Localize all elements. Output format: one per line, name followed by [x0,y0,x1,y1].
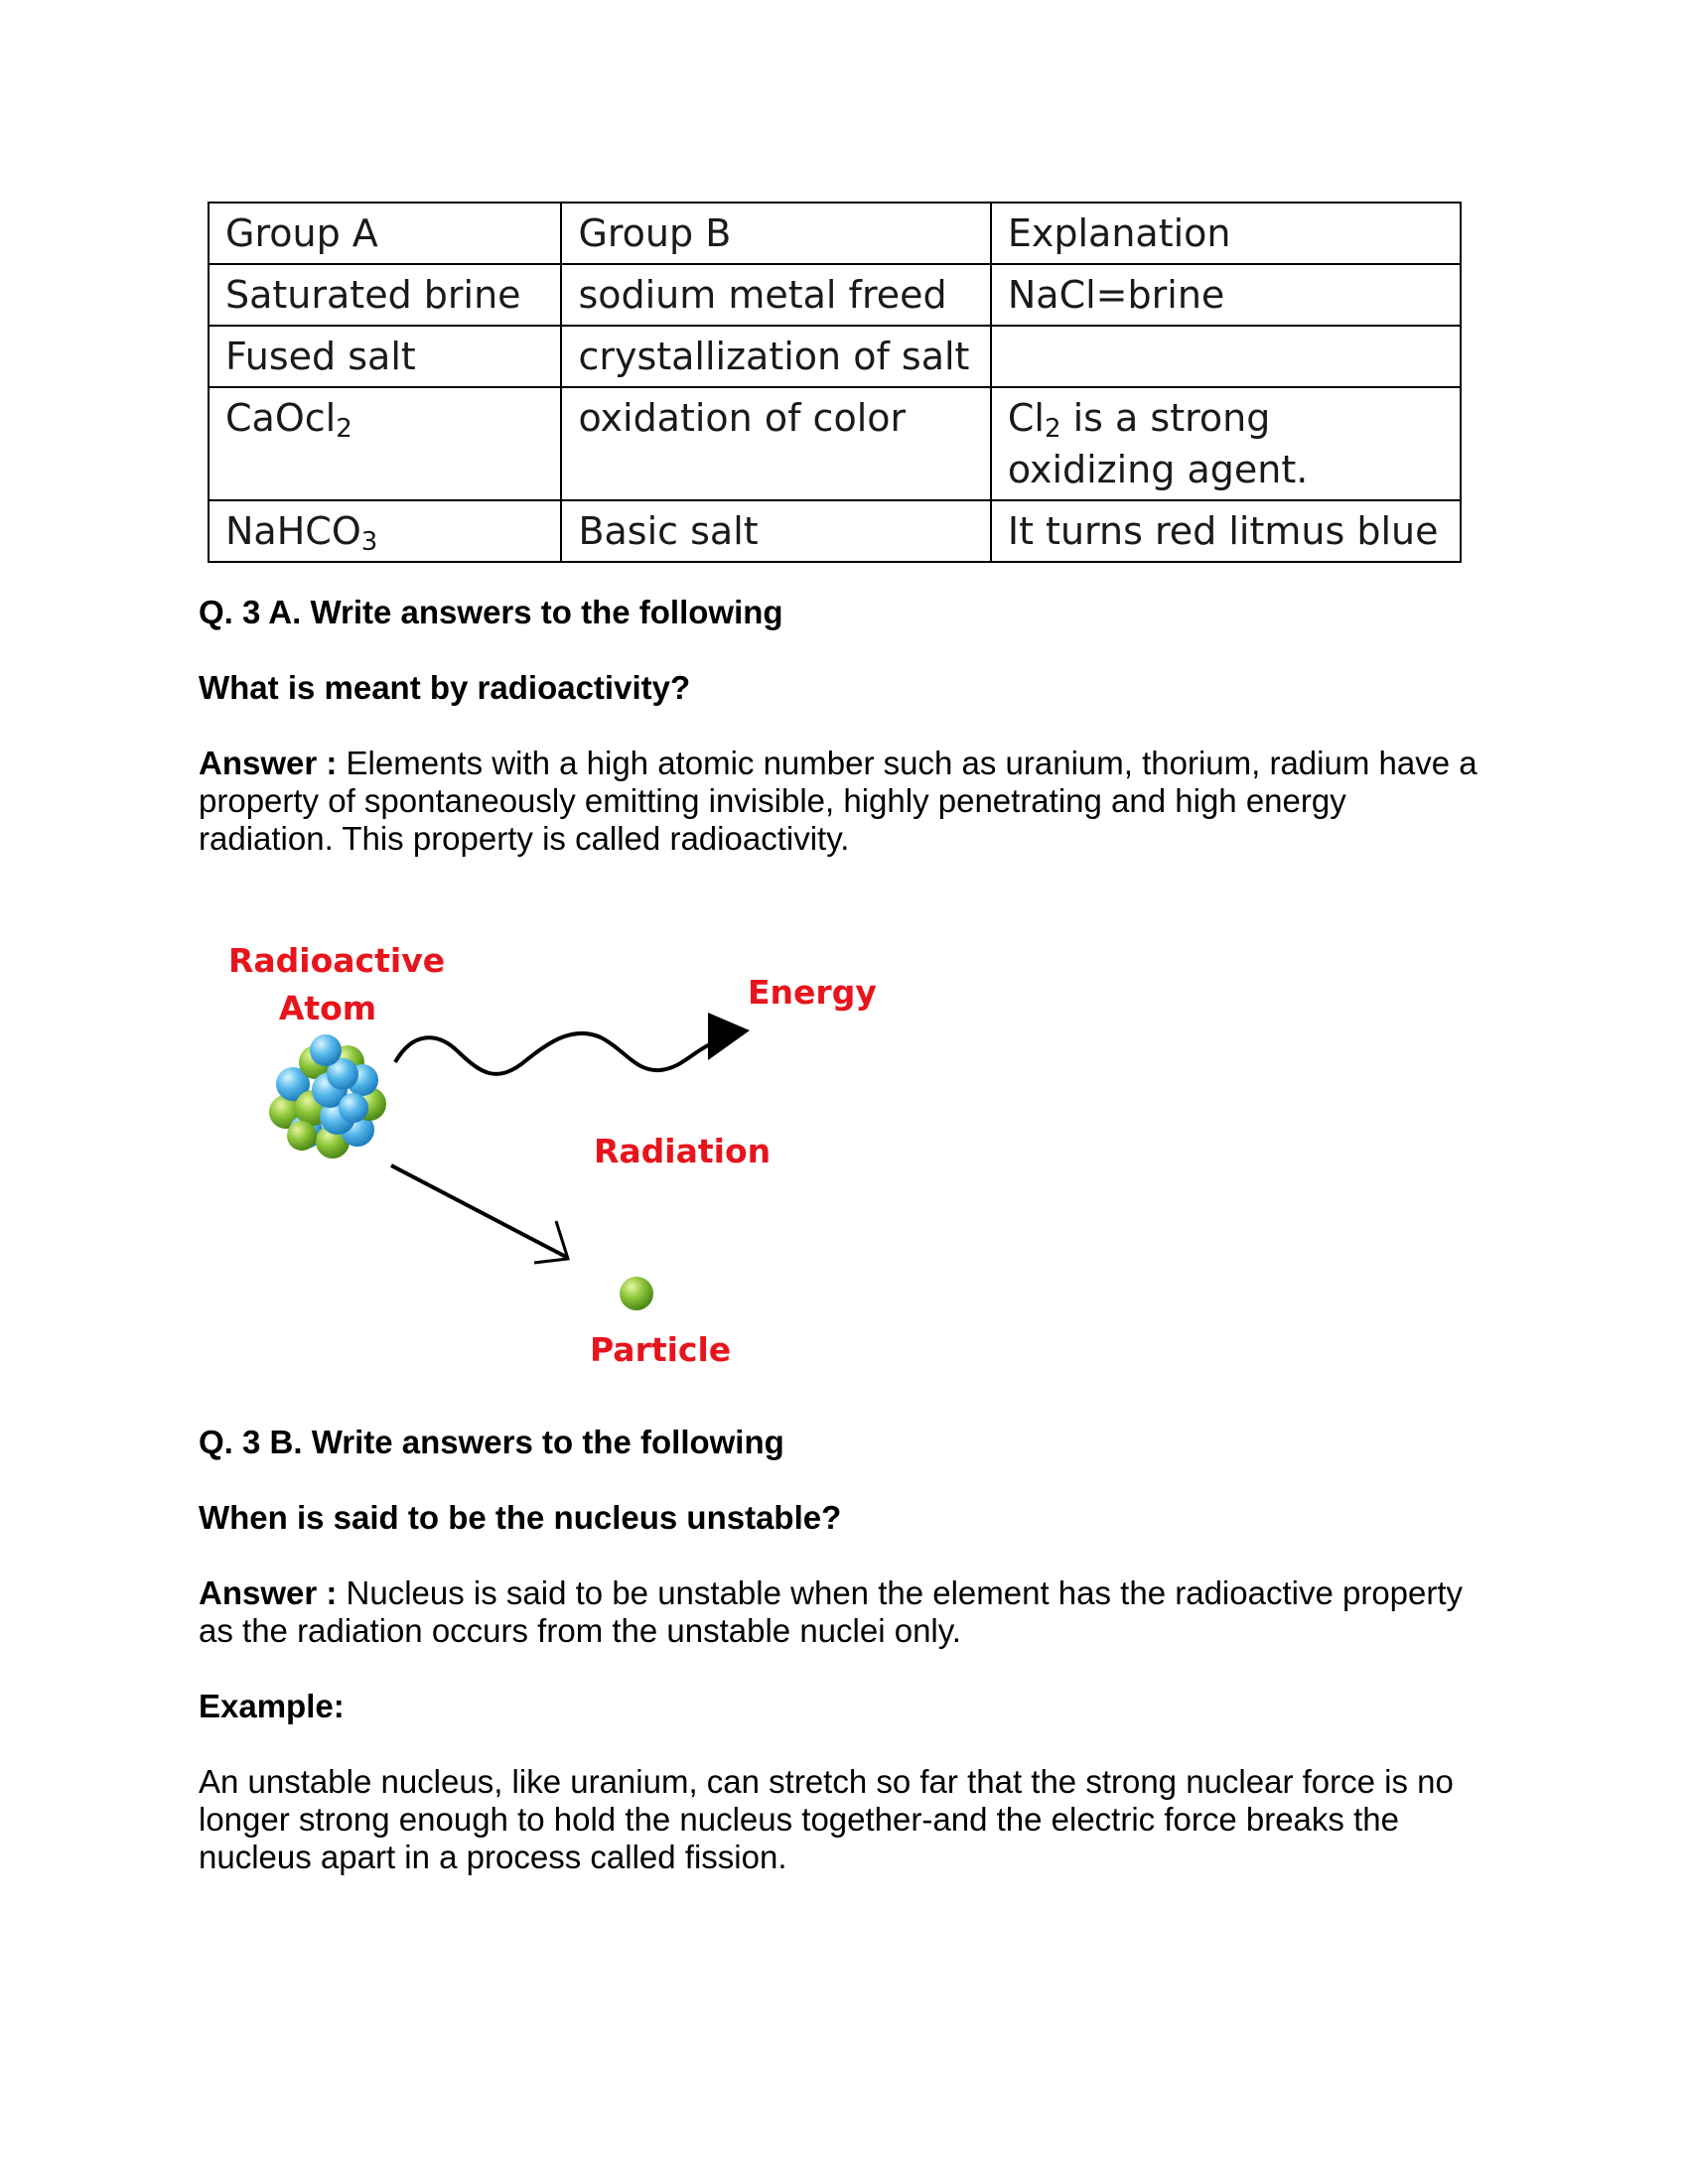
q3a-answer [199,745,1489,858]
cell-group-a: Fused salt [209,326,561,387]
matching-table [208,202,1462,563]
particle-arrow-line [391,1165,566,1257]
example-label: Example: [199,1688,345,1724]
label-radioactive: Radioactive [228,941,446,980]
q3a-question: What is meant by radioactivity? [199,669,691,706]
cell-explanation: NaCl=brine [991,264,1461,326]
label-atom: Atom [278,989,377,1027]
explanation-line-2: oxidizing agent. [1007,448,1309,491]
cell-group-a [209,500,561,562]
q3a-heading: Q. 3 A. Write answers to the following [199,594,783,630]
label-particle: Particle [590,1330,732,1369]
cell-explanation: It turns red litmus blue [991,500,1461,562]
formula-subscript: 2 [1044,414,1061,444]
formula-subscript: 3 [360,527,378,557]
answer-text: Nucleus is said to be unstable when the element has the radioactive property as the radiation occurs from the unstable nuclei only. [199,1574,1464,1649]
cell-explanation [991,387,1461,500]
q3b-heading: Q. 3 B. Write answers to the following [199,1424,784,1460]
label-radioactive-atom [228,941,446,1028]
cell-explanation [991,326,1461,387]
cell-group-b: crystallization of salt [561,326,990,387]
table-row [209,500,1461,562]
explanation-line-1 [1008,392,1444,444]
cell-group-a: Saturated brine [209,264,561,326]
label-energy: Energy [748,973,877,1012]
q3b-question: When is said to be the nucleus unstable? [199,1499,842,1536]
example-text: An unstable nucleus, like uranium, can stretch so far that the strong nuclear force is no longer strong enough to hold the nucleus together-and the electric force breaks the nucleus apart in a process called fission. [199,1763,1454,1875]
header-group-b: Group B [561,203,990,264]
header-explanation: Explanation [991,203,1461,264]
cell-group-b: Basic salt [561,500,990,562]
cell-group-b: sodium metal freed [561,264,990,326]
table-row [209,326,1461,387]
q3b-answer [199,1574,1489,1650]
cell-group-a [209,387,561,500]
explanation-text: is a strong [1060,396,1271,440]
cell-group-b: oxidation of color [561,387,990,500]
energy-wave-path [395,1033,710,1074]
radioactive-atom-icon [269,1034,386,1159]
formula-main: NaHCO [225,509,361,553]
formula-main: CaOcl [225,396,337,440]
table-row [209,387,1461,500]
particle-icon [620,1277,653,1310]
radioactivity-diagram [199,923,953,1400]
answer-label: Answer : [199,745,338,781]
formula-subscript: 2 [336,414,352,444]
energy-arrowhead-icon [708,1013,750,1060]
table-header-row [209,203,1461,264]
answer-label: Answer : [199,1574,338,1611]
label-radiation: Radiation [594,1132,772,1170]
table-row [209,264,1461,326]
formula-main: Cl [1007,396,1045,440]
answer-text: Elements with a high atomic number such as uranium, thorium, radium have a property of spontaneously emitting invisible, highly penetrating and high energy radiation. This property is called radioactivity. [199,745,1477,857]
header-group-a: Group A [209,203,561,264]
